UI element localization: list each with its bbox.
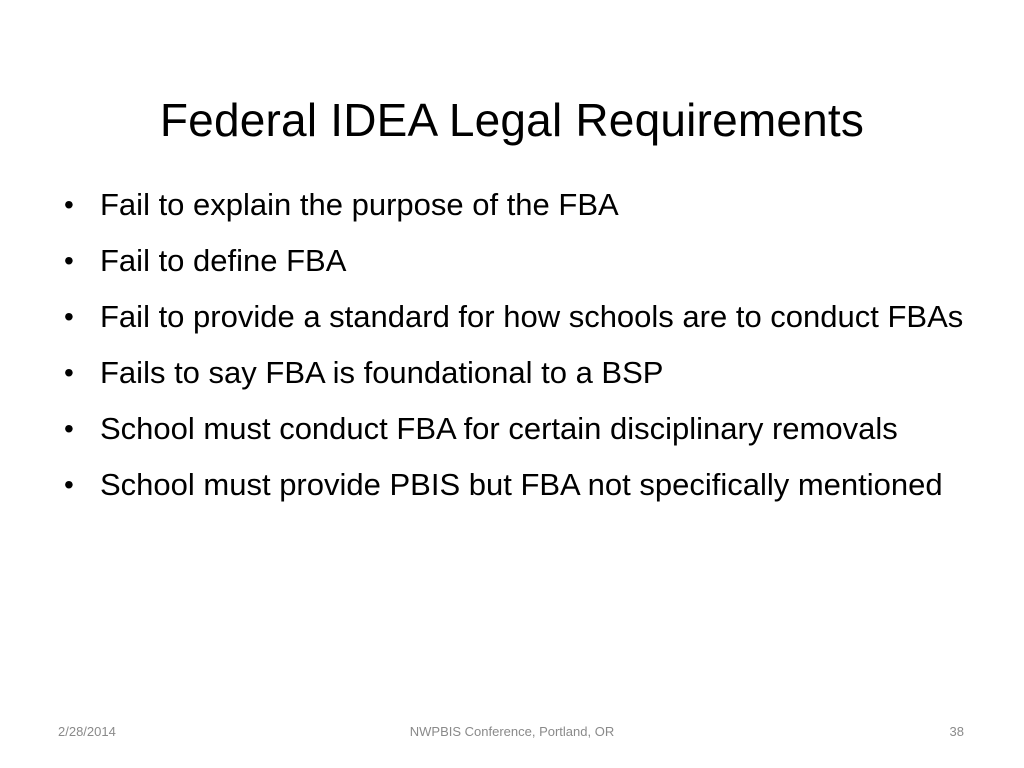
list-item — [58, 183, 968, 227]
page-number: 38 — [949, 724, 964, 739]
list-item — [58, 407, 968, 451]
bullet-text: Fail to define FBA — [100, 243, 347, 278]
bullet-dot-icon: • — [64, 469, 74, 500]
list-item — [58, 239, 968, 283]
bullet-dot-icon: • — [64, 189, 74, 220]
bullet-text: Fail to provide a standard for how schools are to conduct FBAs — [100, 299, 964, 334]
bullet-text: Fails to say FBA is foundational to a BSP — [100, 355, 664, 390]
bullet-text: School must provide PBIS but FBA not specifically mentioned — [100, 467, 943, 502]
bullet-text: Fail to explain the purpose of the FBA — [100, 187, 619, 222]
slide-title: Federal IDEA Legal Requirements — [159, 93, 865, 146]
bullet-dot-icon: • — [64, 301, 74, 332]
list-item — [58, 463, 968, 507]
bullet-text: School must conduct FBA for certain disciplinary removals — [100, 411, 898, 446]
bullet-dot-icon: • — [64, 245, 74, 276]
footer-date: 2/28/2014 — [58, 724, 116, 739]
list-item — [58, 295, 968, 339]
bullet-list — [58, 183, 968, 519]
footer-conference: NWPBIS Conference, Portland, OR — [409, 724, 615, 739]
bullet-dot-icon: • — [64, 413, 74, 444]
bullet-dot-icon: • — [64, 357, 74, 388]
list-item — [58, 351, 968, 395]
